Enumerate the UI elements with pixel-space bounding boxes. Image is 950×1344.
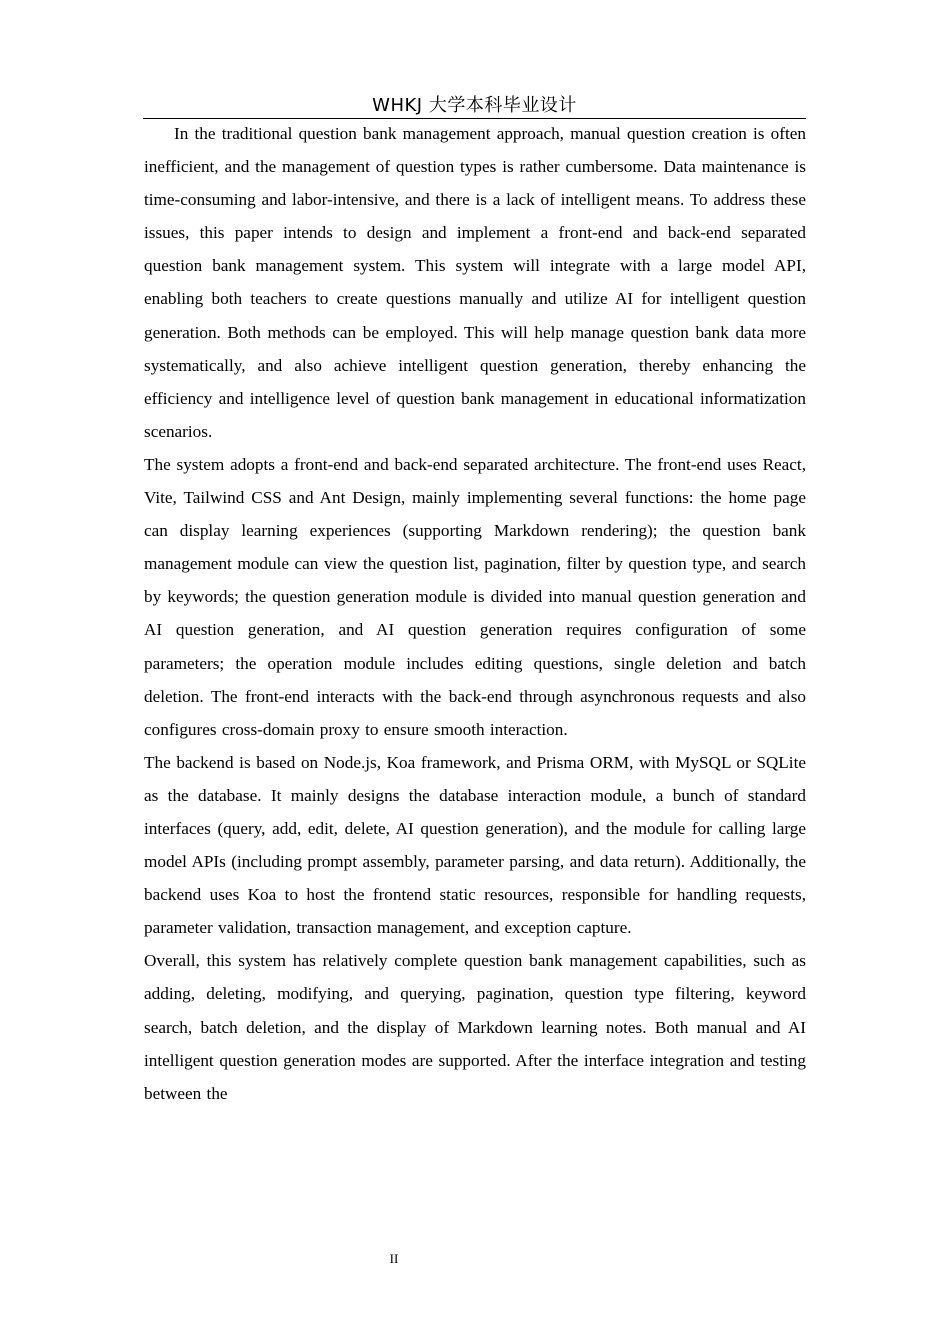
abstract-body xyxy=(144,117,806,1110)
page-header xyxy=(143,94,806,119)
paragraph-2: The system adopts a front-end and back-end separated architecture. The front-end uses React, Vite, Tailwind CSS and Ant Design, mainly implementing several functions: the home page can display learning experiences (supporting Markdown rendering); the question bank management module can view the question list, pagination, filter by question type, and search by keywords; the question generation module is divided into manual question generation and AI question generation, and AI question generation requires configuration of some parameters; the operation module includes editing questions, single deletion and batch deletion. The front-end interacts with the back-end through asynchronous requests and also configures cross-domain proxy to ensure smooth interaction. xyxy=(144,454,806,739)
paragraph-3: The backend is based on Node.js, Koa framework, and Prisma ORM, with MySQL or SQLite as the database. It mainly designs the database interaction module, a bunch of standard interfaces (query, add, edit, delete, AI question generation), and the module for calling large model APIs (including prompt assembly, parameter parsing, and data return). Additionally, the backend uses Koa to host the frontend static resources, responsible for handling requests, parameter validation, transaction management, and exception capture. xyxy=(144,752,806,938)
page-number: II xyxy=(389,1251,399,1266)
paragraph-4: Overall, this system has relatively complete question bank management capabilities, such as adding, deleting, modifying, and querying, pagination, question type filtering, keyword search, batch deletion, and the display of Markdown learning notes. Both manual and AI intelligent question generation modes are supported. After the interface integration and testing between the xyxy=(144,951,806,1103)
header-title: WHKJ 大学本科毕业设计 xyxy=(372,95,577,116)
paragraph-1: In the traditional question bank management approach, manual question creation is often inefficient, and the management of question types is rather cumbersome. Data maintenance is time-consuming and labor-intensive, and there is a lack of intelligent means. To address these issues, this paper intends to design and implement a front-end and back-end separated question bank management system. This system will integrate with a large model API, enabling both teachers to create questions manually and utilize AI for intelligent question generation. Both methods can be employed. This will help manage question bank data more systematically, and also achieve intelligent question generation, thereby enhancing the efficiency and intelligence level of question bank management in educational informatization scenarios. xyxy=(144,124,806,441)
